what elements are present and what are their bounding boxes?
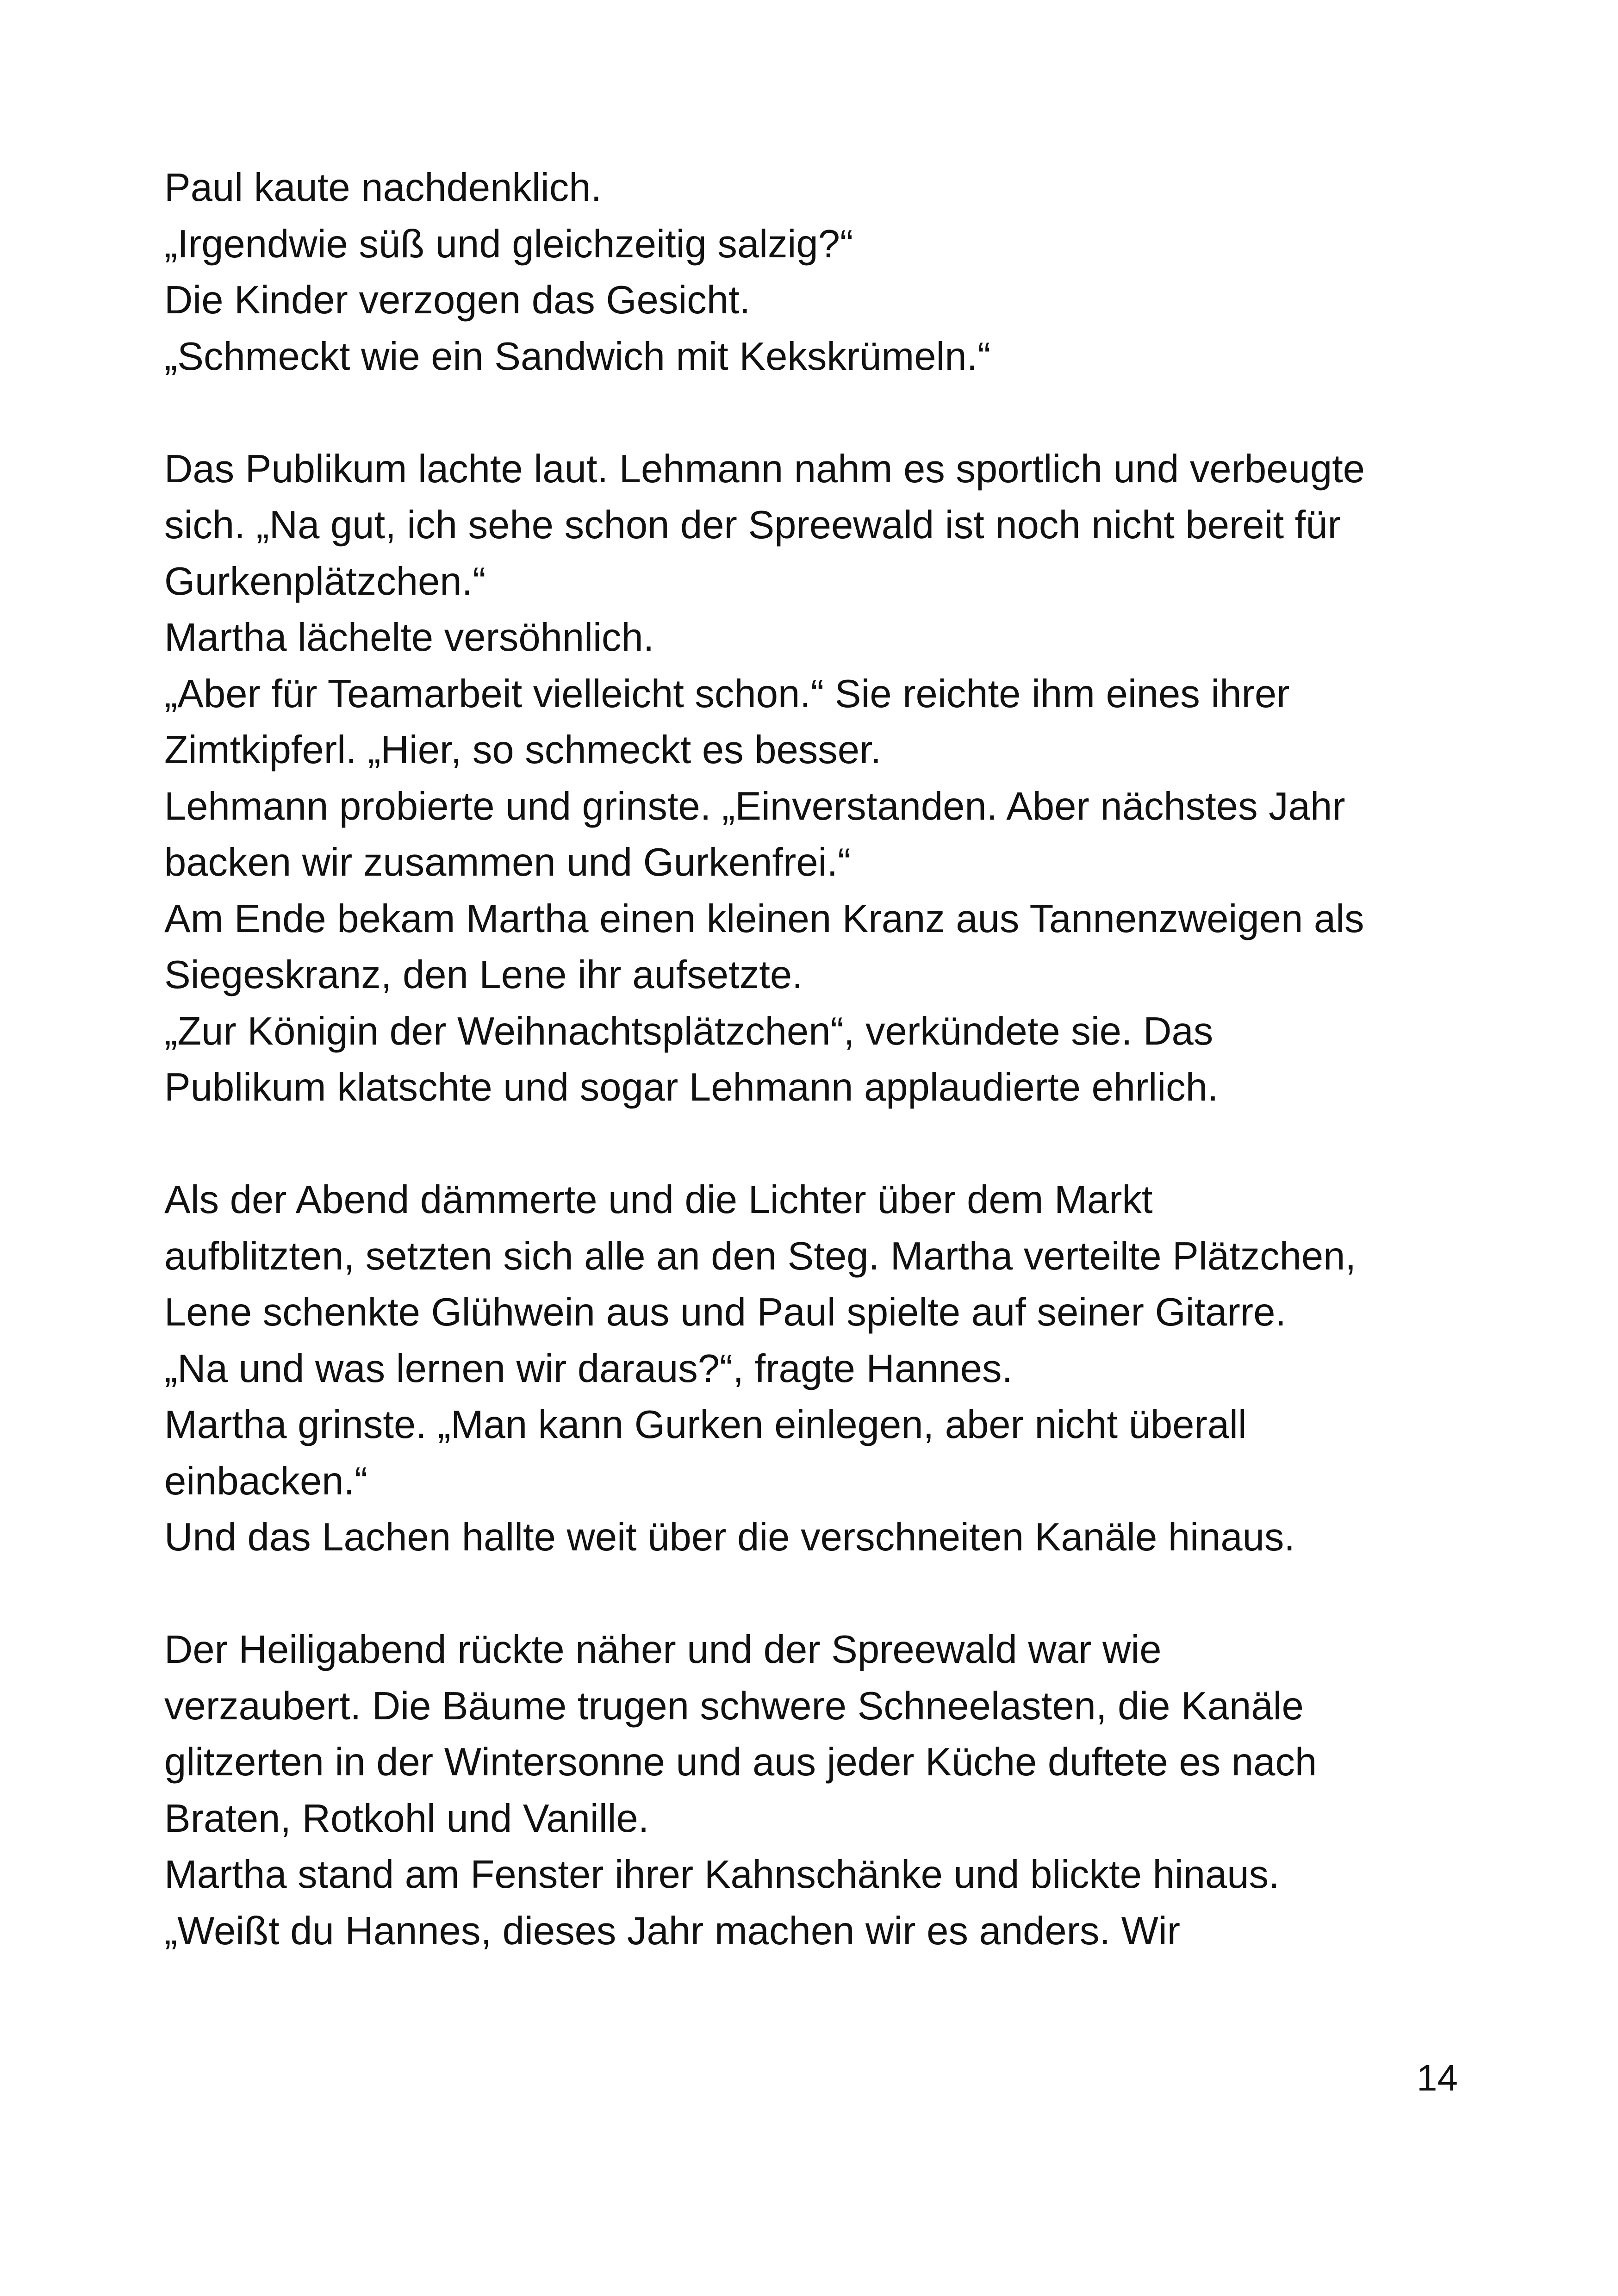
text-line: sich. „Na gut, ich sehe schon der Spreewald ist noch nicht bereit für	[164, 503, 1341, 547]
text-line: Der Heiligabend rückte näher und der Spreewald war wie	[164, 1628, 1162, 1672]
text-line: Paul kaute nachdenklich.	[164, 166, 602, 210]
text-line: glitzerten in der Wintersonne und aus jeder Küche duftete es nach	[164, 1740, 1317, 1784]
text-line: Siegeskranz, den Lene ihr aufsetzte.	[164, 953, 803, 997]
text-line: Martha lächelte versöhnlich.	[164, 616, 654, 660]
text-line: Das Publikum lachte laut. Lehmann nahm es sportlich und verbeugte	[164, 447, 1365, 491]
text-line: Die Kinder verzogen das Gesicht.	[164, 278, 751, 322]
text-line: „Aber für Teamarbeit vielleicht schon.“ Sie reichte ihm eines ihrer	[164, 672, 1290, 716]
text-line: einbacken.“	[164, 1459, 368, 1503]
page-number: 14	[1417, 2057, 1458, 2098]
text-line: Am Ende bekam Martha einen kleinen Kranz aus Tannenzweigen als	[164, 896, 1364, 941]
text-line: Lene schenkte Glühwein aus und Paul spielte auf seiner Gitarre.	[164, 1290, 1286, 1334]
text-line: verzaubert. Die Bäume trugen schwere Schneelasten, die Kanäle	[164, 1684, 1304, 1728]
text-line: Und das Lachen hallte weit über die verschneiten Kanäle hinaus.	[164, 1515, 1295, 1559]
paragraph-gap	[164, 1566, 1474, 1622]
text-line: „Na und was lernen wir daraus?“, fragte Hannes.	[164, 1346, 1013, 1391]
body-text	[164, 160, 1474, 1959]
text-line: Braten, Rotkohl und Vanille.	[164, 1796, 649, 1841]
paragraph-gap	[164, 385, 1474, 441]
text-line: Martha stand am Fenster ihrer Kahnschänke und blickte hinaus.	[164, 1853, 1280, 1897]
text-line: Als der Abend dämmerte und die Lichter über dem Markt	[164, 1178, 1153, 1222]
paragraph-gap	[164, 1116, 1474, 1172]
text-line: „Schmeckt wie ein Sandwich mit Kekskrümeln.“	[164, 334, 991, 379]
text-line: Publikum klatschte und sogar Lehmann applaudierte ehrlich.	[164, 1065, 1219, 1109]
text-line: Zimtkipferl. „Hier, so schmeckt es besser.	[164, 728, 882, 772]
text-line: Martha grinste. „Man kann Gurken einlegen, aber nicht überall	[164, 1403, 1247, 1447]
text-line: aufblitzten, setzten sich alle an den Steg. Martha verteilte Plätzchen,	[164, 1234, 1357, 1278]
text-line: backen wir zusammen und Gurkenfrei.“	[164, 840, 851, 884]
text-line: „Weißt du Hannes, dieses Jahr machen wir es anders. Wir	[164, 1909, 1181, 1953]
text-line: „Zur Königin der Weihnachtsplätzchen“, verkündete sie. Das	[164, 1009, 1214, 1053]
text-line: Lehmann probierte und grinste. „Einverstanden. Aber nächstes Jahr	[164, 784, 1345, 828]
text-line: „Irgendwie süß und gleichzeitig salzig?“	[164, 222, 853, 266]
text-line: Gurkenplätzchen.“	[164, 559, 486, 604]
